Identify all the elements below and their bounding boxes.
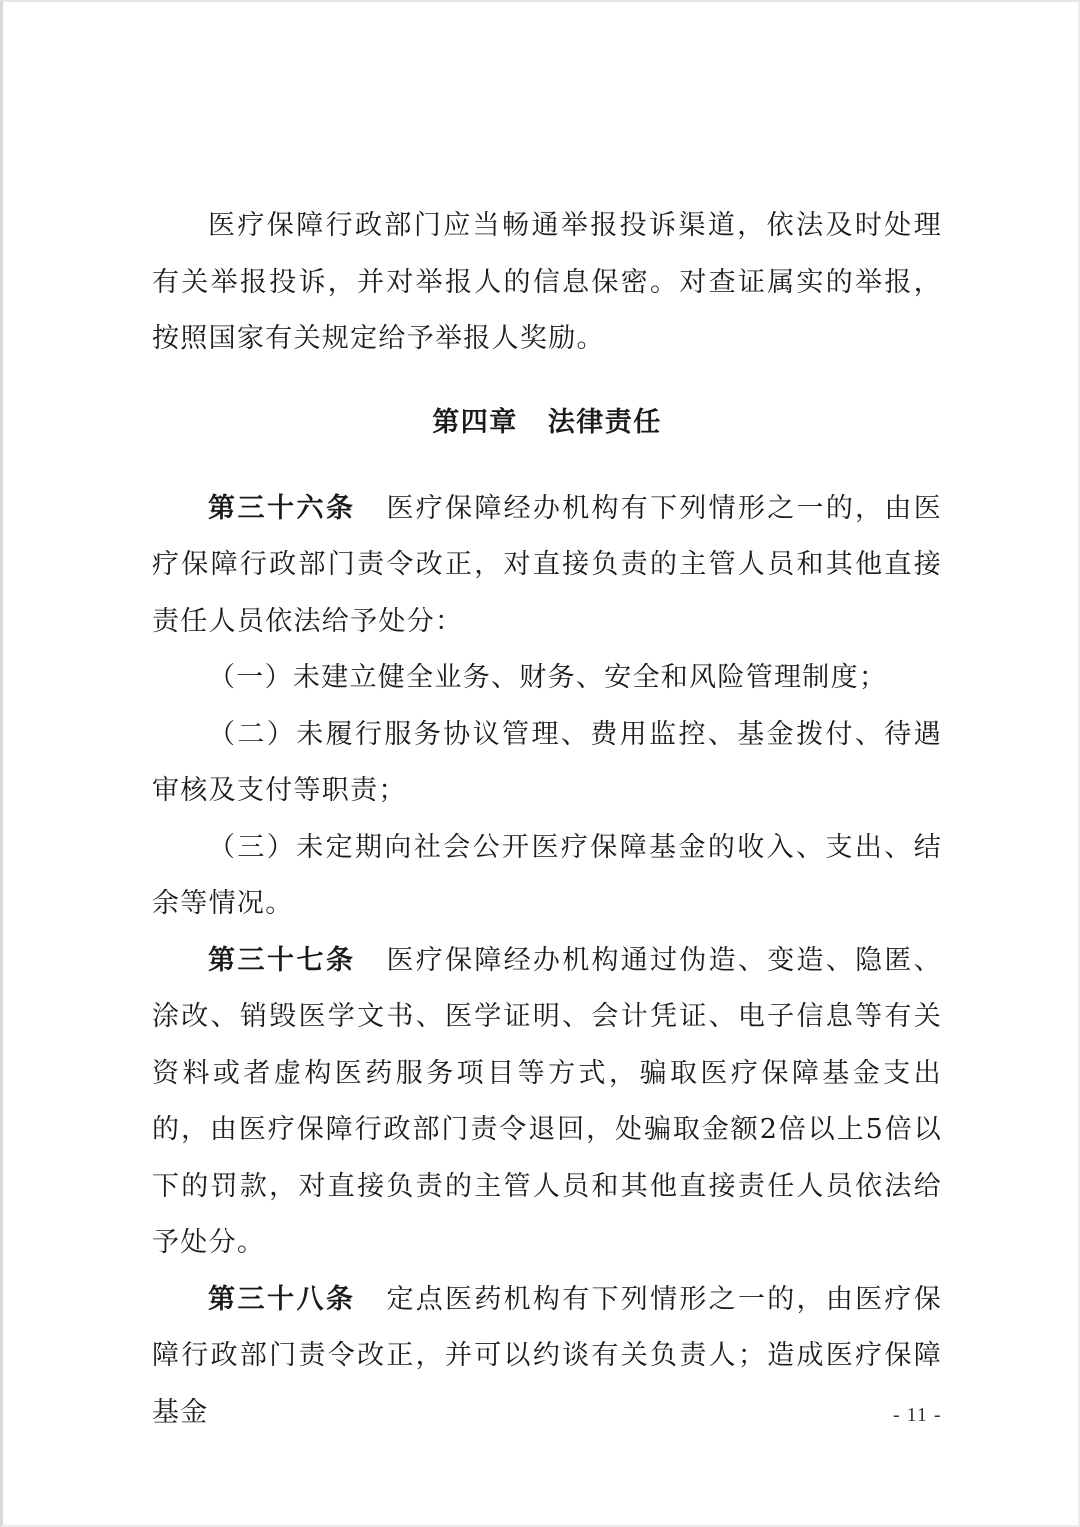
article-37-number: 第三十七条: [208, 944, 356, 976]
paragraph-report-complaint: 医疗保障行政部门应当畅通举报投诉渠道，依法及时处理有关举报投诉，并对举报人的信息保密。对查证属实的举报，按照国家有关规定给予举报人奖励。: [152, 210, 942, 354]
chapter-number: 第四章: [432, 406, 518, 438]
article-38-text: 定点医药机构有下列情形之一的，由医疗保障行政部门责令改正，并可以约谈有关负责人；造成医疗保障基金: [152, 1283, 943, 1428]
article-37: [152, 933, 942, 1272]
article-38-number: 第三十八条: [208, 1283, 356, 1315]
article-36-item-3: （三）未定期向社会公开医疗保障基金的收入、支出、结余等情况。: [152, 831, 942, 919]
article-36-text: 医疗保障经办机构有下列情形之一的，由医疗保障行政部门责令改正，对直接负责的主管人员和其他直接责任人员依法给予处分：: [152, 492, 943, 637]
article-36-number: 第三十六条: [208, 492, 356, 524]
article-37-text: 医疗保障经办机构通过伪造、变造、隐匿、涂改、销毁医学文书、医学证明、会计凭证、电子信息等有关资料或者虚构医药服务项目等方式，骗取医疗保障基金支出的，由医疗保障行政部门责令退回，处骗取金额2倍以上5倍以下的罚款，对直接负责的主管人员和其他直接责任人员依法给予处分。: [152, 944, 943, 1258]
page-number: - 11 -: [893, 1404, 942, 1426]
article-36: [152, 481, 942, 651]
document-body: [152, 198, 942, 1441]
article-36-item-1: （一）未建立健全业务、财务、安全和风险管理制度；: [208, 662, 888, 693]
article-36-item-2: （二）未履行服务协议管理、费用监控、基金拨付、待遇审核及支付等职责；: [152, 718, 942, 806]
chapter-heading: [152, 395, 942, 451]
chapter-title: 法律责任: [547, 406, 662, 438]
article-38: [152, 1272, 942, 1442]
